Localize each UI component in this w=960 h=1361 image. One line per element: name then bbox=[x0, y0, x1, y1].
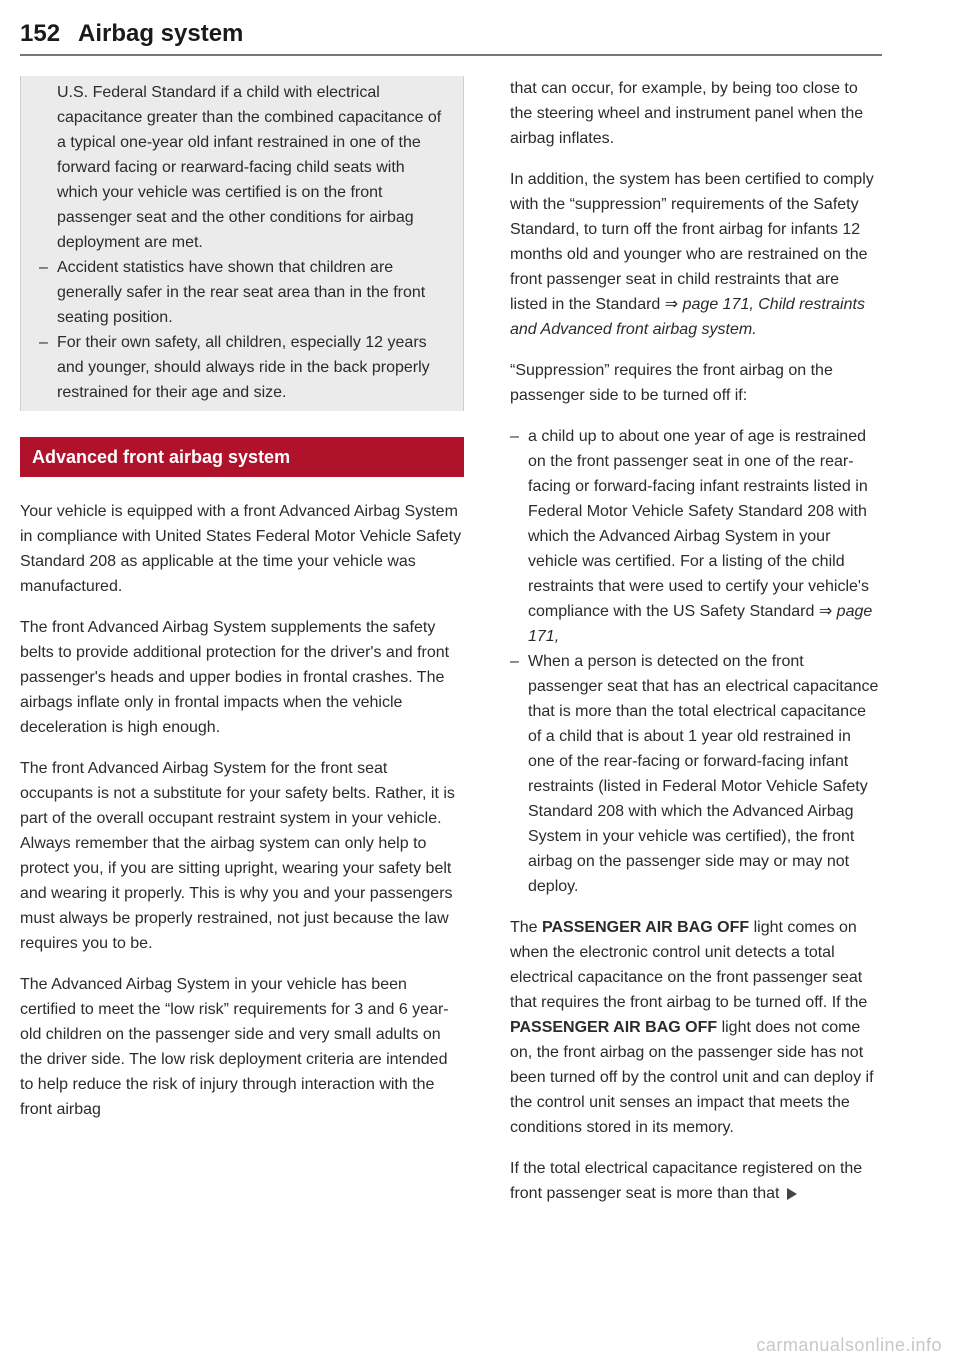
list-item: – a child up to about one year of age is restrained on the front passenger seat in one of the rear-facing or forward-facing infant restraints listed in Federal Motor Vehicle Safety Standard 208 with which the Advanced Airbag System in your vehicle was certified. For a listing of the child restraints that were used to certify your vehicle's compliance with the US Safety Standard ⇒ page 171, bbox=[510, 424, 880, 649]
section-title: Airbag system bbox=[78, 20, 244, 47]
box-list-item: – Accident statistics have shown that children are generally safer in the rear seat area than in the front seating position. bbox=[39, 255, 445, 330]
section-heading: Advanced front airbag system bbox=[20, 437, 464, 477]
paragraph: The front Advanced Airbag System for the front seat occupants is not a substitute for your safety belts. Rather, it is part of the overall occupant restraint system in your vehicle. Always remember that the airbag system can only help to protect you, if you are sitting upright, wearing your safety belt and wearing it properly. This is why you and your passengers must always be properly restrained, not just because the law requires you to be. bbox=[20, 760, 455, 952]
dash-bullet: – bbox=[39, 334, 48, 351]
paragraph: The front Advanced Airbag System supplements the safety belts to provide additional protection for the driver's and front passenger's heads and upper bodies in frontal crashes. The airbags inflate only in frontal impacts when the vehicle deceleration is high enough. bbox=[20, 619, 450, 736]
paragraph: In addition, the system has been certified to comply with the “suppression” requirements of the Safety Standard, to turn off the front airbag for infants 12 months old and younger who are restrained on the front passenger seat in child restraints that are listed in the Standard ⇒ page 171, Child restraints and Advanced front airbag system. bbox=[510, 171, 874, 338]
indicator-name: PASSENGER AIR BAG OFF bbox=[510, 1019, 718, 1036]
box-list-item: – For their own safety, all children, especially 12 years and younger, should always ride in the back properly restrained for their age and size. bbox=[39, 330, 445, 405]
right-column bbox=[510, 76, 880, 1222]
paragraph: The PASSENGER AIR BAG OFF light comes on when the electronic control unit detects a total electrical capacitance on the front passenger seat that requires the front airbag to be turned off. If the PASSENGER AIR BAG OFF light does not come on, the front airbag on the passenger side has not been turned off by the control unit and can deploy if the control unit senses an impact that meets the conditions stored in its memory. bbox=[510, 919, 874, 1136]
list-item: – When a person is detected on the front passenger seat that has an electrical capacitance that is more than the total electrical capacitance of a child that is about 1 year old restrained in one of the rear-facing or forward-facing infant restraints (listed in Federal Motor Vehicle Safety Standard 208 with which the Advanced Airbag System in your vehicle was certified), the front airbag on the passenger side may or may not deploy. bbox=[510, 649, 880, 899]
watermark: carmanualsonline.info bbox=[756, 1335, 942, 1355]
paragraph: “Suppression” requires the front airbag on the passenger side to be turned off if: bbox=[510, 362, 833, 404]
dash-bullet: – bbox=[39, 259, 48, 276]
page-reference-link[interactable]: ⇒ page 171, bbox=[528, 603, 873, 645]
dash-bullet: – bbox=[510, 653, 519, 670]
header-rule bbox=[20, 54, 882, 56]
box-intro: U.S. Federal Standard if a child with electrical capacitance greater than the combined capacitance of a typical one-year old infant restrained in one of the forward facing or rearward-facing child seats with which your vehicle was certified is on the front passenger seat and the other conditions for airbag deployment are met. bbox=[57, 84, 442, 251]
page-reference-link[interactable]: ⇒ page 171, Child restraints and Advanced front airbag system. bbox=[510, 296, 865, 338]
page-header bbox=[20, 16, 882, 56]
page-number: 152 bbox=[20, 20, 61, 47]
continue-arrow-icon bbox=[787, 1188, 797, 1200]
suppression-list bbox=[510, 424, 880, 899]
paragraph: If the total electrical capacitance registered on the front passenger seat is more than that bbox=[510, 1160, 863, 1202]
dash-bullet: – bbox=[510, 428, 519, 445]
indicator-name: PASSENGER AIR BAG OFF bbox=[542, 919, 750, 936]
paragraph: The Advanced Airbag System in your vehicle has been certified to meet the “low risk” requirements for 3 and 6 year-old children on the passenger side and very small adults on the driver side. The low risk deployment criteria are intended to help reduce the risk of injury through interaction with the front airbag bbox=[20, 976, 449, 1118]
left-column bbox=[20, 76, 464, 1138]
continued-note-box bbox=[20, 76, 464, 411]
paragraph: that can occur, for example, by being too close to the steering wheel and instrument panel when the airbag inflates. bbox=[510, 80, 864, 147]
paragraph: Your vehicle is equipped with a front Advanced Airbag System in compliance with United States Federal Motor Vehicle Safety Standard 208 as applicable at the time your vehicle was manufactured. bbox=[20, 503, 462, 595]
